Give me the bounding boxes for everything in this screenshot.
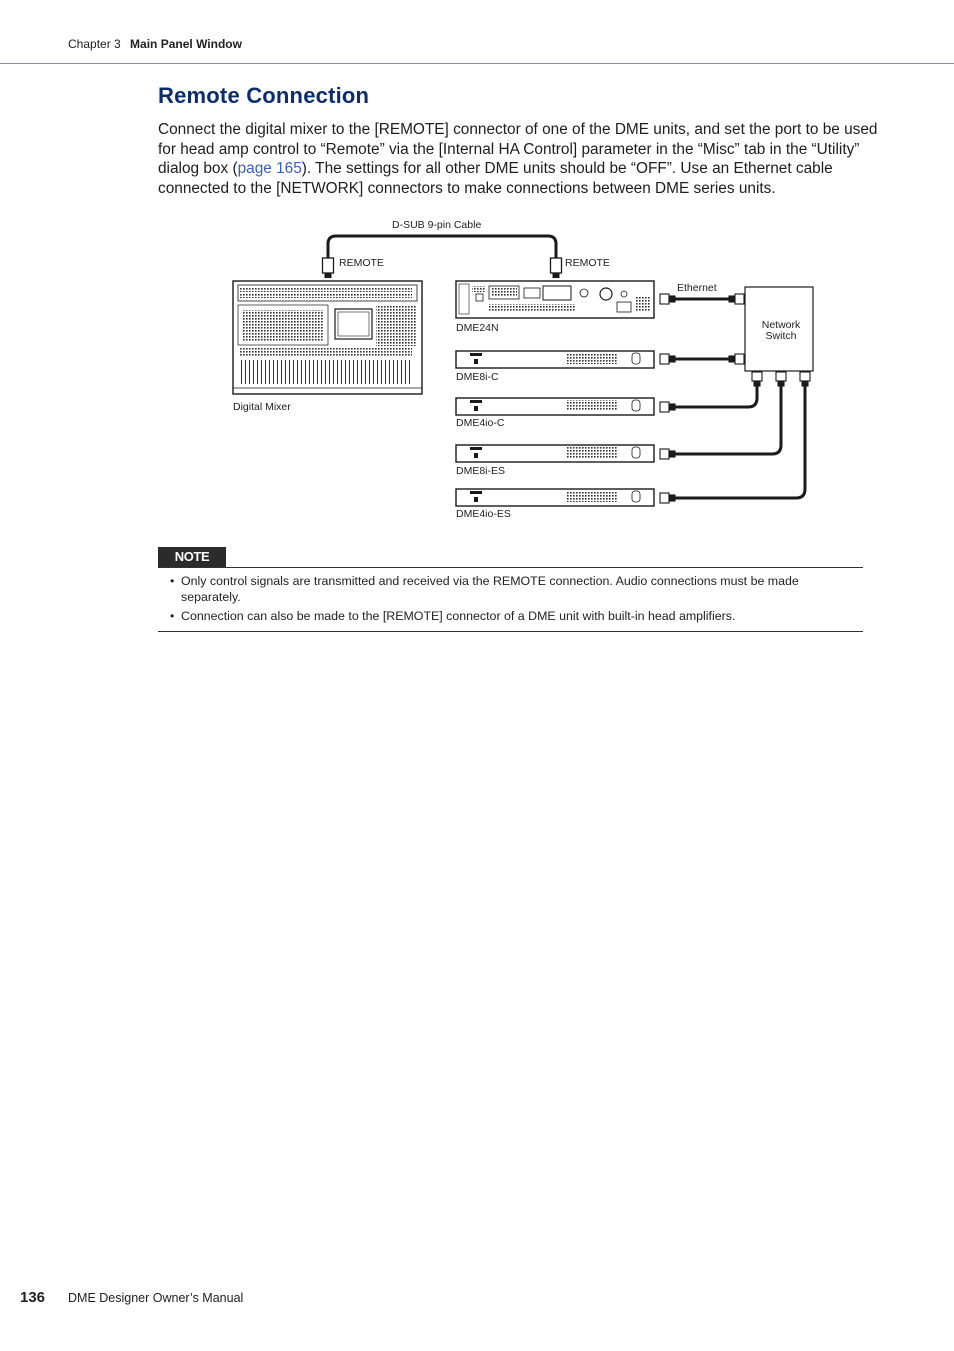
unit-label-dme8i-es: DME8i-ES <box>456 465 506 477</box>
page-number: 136 <box>20 1289 46 1306</box>
switch-label-2: Switch <box>765 330 797 342</box>
unit-label-dme4io-es: DME4io-ES <box>456 508 511 520</box>
note-item: • Only control signals are transmitted and received via the REMOTE connection. Audio connections must be made separately. <box>170 573 850 605</box>
unit-label-dme4io-c: DME4io-C <box>456 417 505 429</box>
note-badge: NOTE <box>158 547 226 567</box>
chapter-label: Chapter 3 <box>68 37 121 51</box>
note-divider-top <box>158 567 863 568</box>
dsub-connector-right <box>551 258 562 273</box>
manual-title: DME Designer Owner’s Manual <box>68 1291 244 1305</box>
note-divider-bottom <box>158 631 863 632</box>
dsub-connector-left <box>323 258 334 273</box>
digital-mixer <box>233 281 422 394</box>
switch-label-1: Network <box>761 319 801 331</box>
section-label: Main Panel Window <box>130 37 242 51</box>
dme8i-c-unit <box>456 351 654 368</box>
connection-diagram <box>0 0 954 540</box>
page-link[interactable]: page 165 <box>237 160 302 177</box>
dme8i-es-unit <box>456 445 654 462</box>
remote-label-right: REMOTE <box>565 257 610 269</box>
page-title: Remote Connection <box>158 83 370 108</box>
dme4io-es-unit <box>456 489 654 506</box>
unit-label-dme8i-c: DME8i-C <box>456 371 499 383</box>
mixer-screen <box>335 309 372 339</box>
remote-label-left: REMOTE <box>339 257 384 269</box>
cable-label: D-SUB 9-pin Cable <box>392 219 482 231</box>
unit-label-dme24n: DME24N <box>456 322 499 334</box>
mixer-label: Digital Mixer <box>233 401 291 413</box>
dme4io-c-unit <box>456 398 654 415</box>
dme24n-unit <box>456 281 654 318</box>
body-text-part-2: ). The settings for all other DME units should be “OFF”. Use an Ethernet cable connected to the [NETWORK] connectors to make connections between DME series units. <box>158 160 833 197</box>
body-text-part-1: Connect the digital mixer to the [REMOTE] connector of one of the DME units, and set the port to be used for head amp control to “Remote” via the [Internal HA Control] parameter in the “Misc” tab in the “Utility” dialog box ( <box>158 121 878 177</box>
note-list <box>170 573 850 627</box>
ethernet-label: Ethernet <box>677 282 717 294</box>
note-item: • Connection can also be made to the [REMOTE] connector of a DME unit with built-in head amplifiers. <box>170 608 850 624</box>
